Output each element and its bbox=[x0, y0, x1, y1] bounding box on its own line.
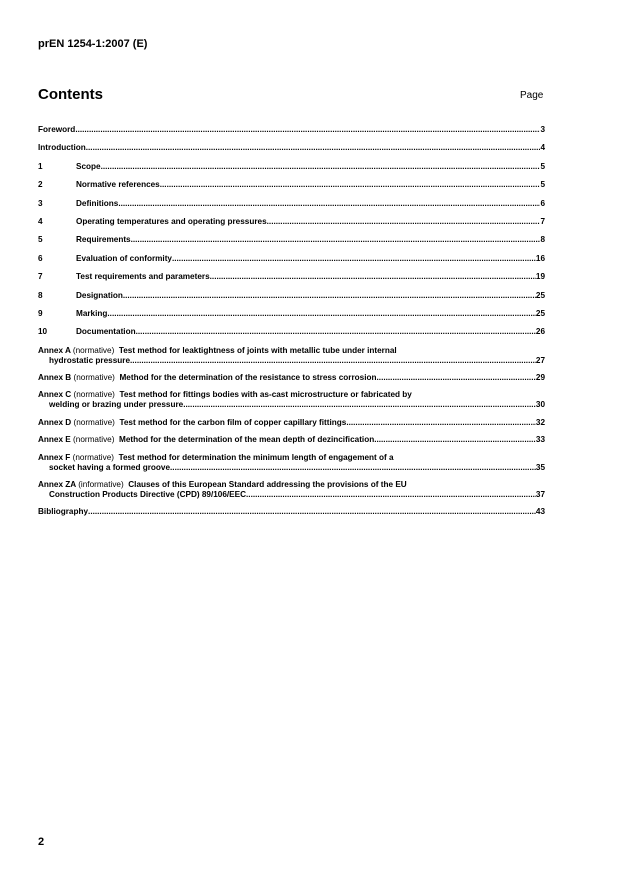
annex-title: Test method for determination the minimum length of engagement of a bbox=[118, 452, 394, 462]
toc-entry-page: 25 bbox=[535, 290, 545, 300]
toc-annex-d[interactable] bbox=[38, 418, 545, 428]
toc-entry-title: Normative references bbox=[76, 180, 160, 190]
leader-dots bbox=[118, 199, 540, 209]
toc-entry-documentation[interactable] bbox=[38, 327, 545, 337]
toc-entry-title: Definitions bbox=[76, 198, 119, 208]
leader-dots bbox=[267, 217, 541, 227]
annex-type: (informative) bbox=[78, 480, 124, 490]
leader-dots bbox=[107, 309, 535, 319]
annex-type: (normative) bbox=[72, 452, 114, 462]
annex-label: Annex C bbox=[38, 390, 72, 400]
toc-entry-number: 1 bbox=[38, 161, 43, 171]
annex-page: 29 bbox=[535, 373, 545, 383]
leader-dots bbox=[377, 373, 536, 383]
leader-dots bbox=[172, 254, 536, 264]
annex-type: (normative) bbox=[72, 345, 115, 355]
toc-annex-c[interactable] bbox=[38, 390, 545, 410]
annex-type: (normative) bbox=[73, 373, 115, 383]
toc-entry-page: 26 bbox=[535, 327, 545, 337]
annex-type: (normative) bbox=[73, 435, 115, 445]
toc-entry-number: 8 bbox=[38, 290, 43, 300]
toc-entry-page: 8 bbox=[540, 235, 545, 245]
toc-entry-number: 3 bbox=[38, 198, 43, 208]
toc-annex-f[interactable] bbox=[38, 453, 545, 473]
toc-entry-scope[interactable] bbox=[38, 162, 545, 172]
toc-entry-page: 25 bbox=[535, 308, 545, 318]
annex-title: Method for the determination of the mean depth of dezincification bbox=[119, 435, 375, 445]
toc-entry-title: Evaluation of conformity bbox=[76, 253, 172, 263]
annex-label: Annex E bbox=[38, 435, 71, 445]
annex-title-continued: Construction Products Directive (CPD) 89/106/EEC bbox=[49, 490, 247, 500]
toc-entry-introduction[interactable] bbox=[38, 143, 545, 153]
leader-dots bbox=[170, 463, 536, 473]
toc-entry-title: Marking bbox=[76, 308, 108, 318]
toc-entry-title: Bibliography bbox=[38, 507, 89, 517]
leader-dots bbox=[136, 327, 536, 337]
toc-entry-number: 7 bbox=[38, 272, 43, 282]
toc-entry-page: 4 bbox=[540, 143, 545, 153]
annex-type: (normative) bbox=[73, 390, 115, 400]
table-of-contents bbox=[38, 125, 545, 526]
toc-entry-title: Operating temperatures and operating pressures bbox=[76, 216, 267, 226]
leader-dots bbox=[86, 143, 541, 153]
annex-title: Method for the determination of the resistance to stress corrosion bbox=[119, 373, 377, 383]
toc-entry-operating-temperatures[interactable] bbox=[38, 217, 545, 227]
annex-label: Annex B bbox=[38, 373, 72, 383]
annex-page: 27 bbox=[535, 355, 545, 365]
toc-entry-page: 7 bbox=[540, 216, 545, 226]
toc-entry-number: 5 bbox=[38, 235, 43, 245]
toc-annex-b[interactable] bbox=[38, 373, 545, 383]
annex-title: Test method for fittings bodies with as-cast microstructure or fabricated by bbox=[119, 390, 412, 400]
annex-title-continued: welding or brazing under pressure bbox=[49, 400, 184, 410]
leader-dots bbox=[88, 507, 536, 517]
leader-dots bbox=[246, 490, 536, 500]
annex-title: Clauses of this European Standard addressing the provisions of the EU bbox=[128, 480, 407, 490]
annex-type: (normative) bbox=[73, 417, 115, 427]
document-id: prEN 1254-1:2007 (E) bbox=[38, 38, 148, 50]
page-number: 2 bbox=[38, 836, 45, 848]
toc-entry-number: 2 bbox=[38, 180, 43, 190]
annex-label: Annex A bbox=[38, 345, 71, 355]
toc-entry-title: Documentation bbox=[76, 327, 136, 337]
leader-dots bbox=[160, 180, 541, 190]
toc-entry-title: Designation bbox=[76, 290, 123, 300]
toc-entry-page: 5 bbox=[540, 180, 545, 190]
toc-entry-normative-references[interactable] bbox=[38, 180, 545, 190]
toc-entry-number: 4 bbox=[38, 216, 43, 226]
leader-dots bbox=[374, 435, 536, 445]
leader-dots bbox=[101, 162, 541, 172]
annex-page: 35 bbox=[535, 462, 545, 472]
toc-annex-e[interactable] bbox=[38, 435, 545, 445]
toc-entry-page: 5 bbox=[540, 161, 545, 171]
leader-dots bbox=[130, 356, 536, 366]
annex-page: 32 bbox=[535, 417, 545, 427]
toc-entry-page: 43 bbox=[535, 507, 545, 517]
annex-page: 37 bbox=[535, 490, 545, 500]
toc-annex-a[interactable] bbox=[38, 346, 545, 366]
toc-entry-designation[interactable] bbox=[38, 291, 545, 301]
annex-title: Test method for leaktightness of joints with metallic tube under internal bbox=[118, 345, 397, 355]
toc-entry-foreword[interactable] bbox=[38, 125, 545, 135]
annex-label: Annex D bbox=[38, 417, 72, 427]
leader-dots bbox=[183, 400, 536, 410]
toc-entry-page: 16 bbox=[535, 253, 545, 263]
annex-title: Test method for the carbon film of copper capillary fittings bbox=[119, 417, 347, 427]
toc-entry-number: 9 bbox=[38, 308, 43, 318]
toc-entry-number: 10 bbox=[38, 327, 48, 337]
leader-dots bbox=[210, 272, 536, 282]
leader-dots bbox=[131, 235, 541, 245]
toc-annex-za[interactable] bbox=[38, 480, 545, 500]
leader-dots bbox=[123, 291, 536, 301]
toc-entry-page: 19 bbox=[535, 272, 545, 282]
toc-entry-bibliography[interactable] bbox=[38, 507, 545, 517]
page-column-label: Page bbox=[520, 90, 544, 101]
toc-entry-evaluation-of-conformity[interactable] bbox=[38, 254, 545, 264]
toc-entry-title: Requirements bbox=[76, 235, 131, 245]
annex-title-continued: socket having a formed groove bbox=[49, 462, 171, 472]
annex-page: 30 bbox=[535, 400, 545, 410]
toc-entry-marking[interactable] bbox=[38, 309, 545, 319]
annex-label: Annex ZA bbox=[38, 480, 76, 490]
leader-dots bbox=[346, 418, 536, 428]
toc-entry-page: 6 bbox=[540, 198, 545, 208]
toc-entry-number: 6 bbox=[38, 253, 43, 263]
annex-page: 33 bbox=[535, 435, 545, 445]
toc-entry-title: Foreword bbox=[38, 125, 76, 134]
toc-entry-page: 3 bbox=[540, 125, 545, 134]
contents-title: Contents bbox=[38, 86, 103, 103]
leader-dots bbox=[75, 125, 540, 135]
annex-title-continued: hydrostatic pressure bbox=[49, 355, 130, 365]
toc-entry-test-requirements[interactable] bbox=[38, 272, 545, 282]
toc-entry-title: Scope bbox=[76, 161, 101, 171]
toc-entry-title: Introduction bbox=[38, 143, 86, 153]
annex-label: Annex F bbox=[38, 452, 71, 462]
toc-entry-definitions[interactable] bbox=[38, 199, 545, 209]
toc-entry-requirements[interactable] bbox=[38, 235, 545, 245]
toc-entry-title: Test requirements and parameters bbox=[76, 272, 210, 282]
